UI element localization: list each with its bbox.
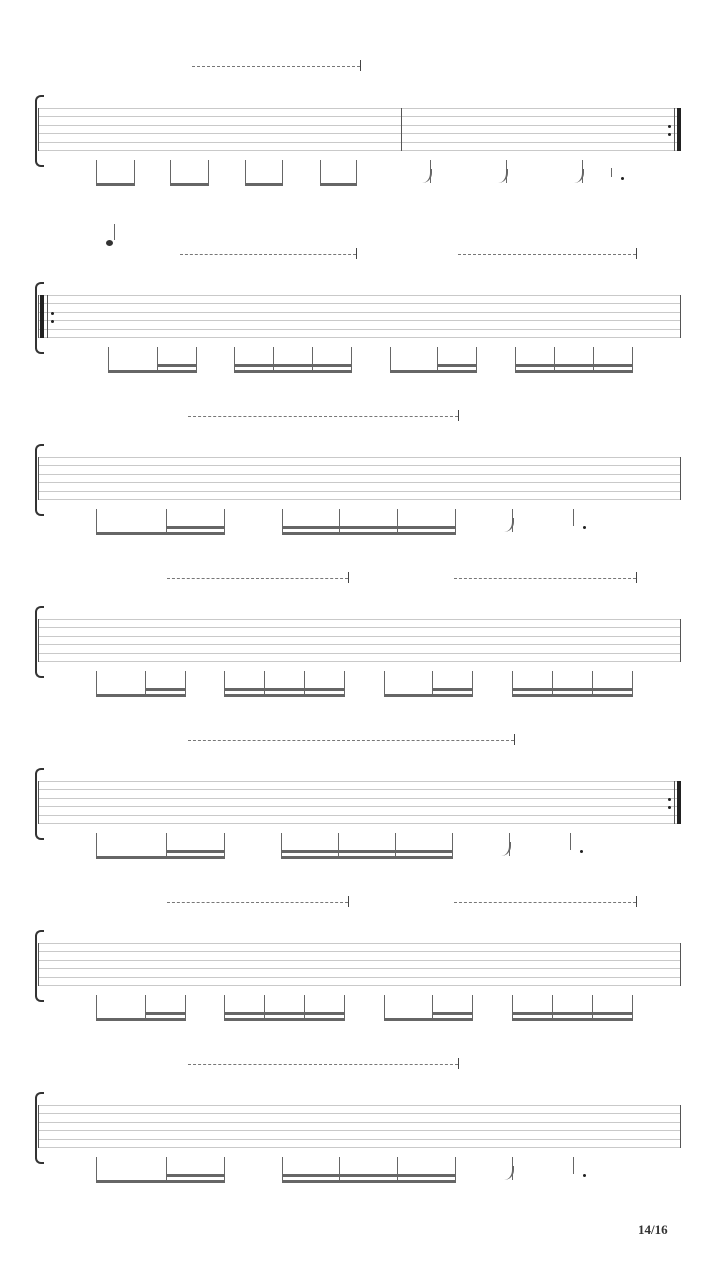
barline [680,457,681,500]
palm-mute-line [188,416,458,417]
beam [512,1018,633,1021]
staff-line [38,636,680,637]
note-stem [185,995,186,1020]
staff-line [38,619,680,620]
note-stem [455,1157,456,1182]
note-stem [196,347,197,372]
staff-line [38,823,680,824]
palm-mute-line [454,902,636,903]
note-stem [512,671,513,696]
note-stem [570,833,571,850]
beam [384,1018,473,1021]
staff-line [38,1122,680,1123]
staff-line [38,125,680,126]
staff-line [38,943,680,944]
palm-mute-end [636,248,637,259]
barline [680,943,681,986]
secondary-beam [224,688,345,691]
augmentation-dot [583,1174,586,1177]
note-stem [185,671,186,696]
beam [320,183,357,186]
note-stem [145,671,146,696]
beam [108,370,197,373]
repeat-dot [51,312,54,315]
palm-mute-line [180,254,356,255]
note-stem [170,160,171,185]
note-stem [432,995,433,1020]
staff-line [38,627,680,628]
secondary-beam [432,688,473,691]
staff-line [38,457,680,458]
note-stem [234,347,235,372]
barline [38,295,39,338]
augmentation-dot [583,526,586,529]
repeat-dot [668,806,671,809]
system-brace [35,768,44,840]
note-stem [264,671,265,696]
staff-line [38,1139,680,1140]
note-stem [145,995,146,1020]
beam [282,532,456,535]
note-stem [166,509,167,534]
note-stem [157,347,158,372]
note-stem [224,509,225,534]
secondary-beam [166,526,225,529]
palm-mute-line [454,578,636,579]
secondary-beam [166,850,225,853]
staff-line [38,320,680,321]
palm-mute-line [188,1064,458,1065]
secondary-beam [432,1012,473,1015]
note-stem [397,1157,398,1182]
beam [96,856,225,859]
note-stem [351,347,352,372]
beam [281,856,453,859]
repeat-dot [668,798,671,801]
note-stem [282,160,283,185]
beam [515,370,633,373]
note-stem [224,995,225,1020]
palm-mute-end [360,60,361,71]
augmentation-dot [580,850,583,853]
staff-line [38,142,680,143]
note-stem [96,671,97,696]
palm-mute-end [356,248,357,259]
staff-line [38,985,680,986]
system-brace [35,95,44,167]
note-stem [573,1157,574,1174]
beam [234,370,352,373]
note-stem [166,833,167,858]
staff-line [38,474,680,475]
note-stem [208,160,209,185]
note-stem [552,995,553,1020]
staff-line [38,150,680,151]
barline [38,457,39,500]
secondary-beam [512,688,633,691]
staff-line [38,303,680,304]
staff-line [38,781,680,782]
staff-line [38,960,680,961]
note-stem [395,833,396,858]
system-brace [35,444,44,516]
barline [401,108,402,151]
note-stem [515,347,516,372]
beam [96,694,186,697]
note-stem [632,347,633,372]
note-stem [245,160,246,185]
barline [38,781,39,824]
palm-mute-end [636,896,637,907]
note-stem [455,509,456,534]
staff-line [38,977,680,978]
note-stem [592,671,593,696]
note-stem [573,509,574,526]
barline [38,1105,39,1148]
palm-mute-end [348,572,349,583]
barline [38,943,39,986]
staff-line [38,815,680,816]
palm-mute-end [458,410,459,421]
staff-line [38,644,680,645]
secondary-beam [157,364,197,367]
note-stem [282,1157,283,1182]
note-stem [134,160,135,185]
staff-line [38,661,680,662]
note-stem [96,509,97,534]
repeat-dot [668,133,671,136]
palm-mute-line [167,578,348,579]
note-stem [476,347,477,372]
beam [245,183,283,186]
staff-line [38,951,680,952]
note-stem [552,671,553,696]
page-number: 14/16 [638,1222,668,1237]
note-stem [166,1157,167,1182]
note-stem [108,347,109,372]
system-brace [35,606,44,678]
repeat-dot [51,320,54,323]
repeat-thick-bar [40,295,44,338]
repeat-thick-bar [677,108,681,151]
secondary-beam [145,688,186,691]
note-stem [592,995,593,1020]
secondary-beam [224,1012,345,1015]
note-stem [96,160,97,185]
staff-line [38,491,680,492]
note-stem [632,995,633,1020]
note-stem [344,671,345,696]
beam [224,1018,345,1021]
secondary-beam [512,1012,633,1015]
staff-line [38,968,680,969]
note-stem [304,995,305,1020]
staff-line [38,798,680,799]
note-stem [472,995,473,1020]
note-stem [96,833,97,858]
note-stem [264,995,265,1020]
note-stem [512,995,513,1020]
palm-mute-line [188,740,514,741]
repeat-thin-bar [47,295,48,338]
repeat-thin-bar [674,108,675,151]
staff-line [38,789,680,790]
augmentation-dot [621,177,624,180]
tempo-stem [114,224,115,240]
secondary-beam [166,1174,225,1177]
note-stem [437,347,438,372]
note-stem [472,671,473,696]
beam [96,1180,225,1183]
palm-mute-end [348,896,349,907]
staff-line [38,337,680,338]
repeat-thin-bar [674,781,675,824]
note-stem [339,509,340,534]
note-stem [96,1157,97,1182]
staff-line [38,295,680,296]
palm-mute-end [514,734,515,745]
note-stem [554,347,555,372]
note-stem [344,995,345,1020]
staff-line [38,1113,680,1114]
staff-line [38,329,680,330]
repeat-thick-bar [677,781,681,824]
staff-line [38,133,680,134]
note-stem [339,1157,340,1182]
note-stem [356,160,357,185]
secondary-beam [515,364,633,367]
secondary-beam [282,526,456,529]
palm-mute-line [167,902,348,903]
note-stem [224,833,225,858]
beam [170,183,209,186]
note-stem [632,671,633,696]
staff-line [38,108,680,109]
note-stem [304,671,305,696]
staff-line [38,1130,680,1131]
beam [96,1018,186,1021]
staff-line [38,312,680,313]
note-stem [224,1157,225,1182]
barline [680,619,681,662]
note-stem [390,347,391,372]
note-stem [282,509,283,534]
beam [282,1180,456,1183]
secondary-beam [145,1012,186,1015]
secondary-beam [234,364,352,367]
note-stem [338,833,339,858]
note-stem [432,671,433,696]
note-stem [281,833,282,858]
note-stem [611,168,612,177]
beam [512,694,633,697]
repeat-dot [668,125,671,128]
tempo-notehead [106,240,113,246]
note-stem [384,671,385,696]
palm-mute-line [458,254,636,255]
barline [38,108,39,151]
note-stem [384,995,385,1020]
secondary-beam [437,364,477,367]
beam [390,370,477,373]
staff-line [38,499,680,500]
staff-line [38,482,680,483]
staff-line [38,1147,680,1148]
beam [224,694,345,697]
staff-line [38,653,680,654]
note-stem [273,347,274,372]
palm-mute-line [192,66,360,67]
barline [680,1105,681,1148]
secondary-beam [282,1174,456,1177]
beam [96,183,135,186]
barline [680,295,681,338]
system-brace [35,1092,44,1164]
note-stem [397,509,398,534]
system-brace [35,930,44,1002]
note-stem [96,995,97,1020]
beam [384,694,473,697]
note-stem [312,347,313,372]
staff-line [38,806,680,807]
secondary-beam [281,850,453,853]
palm-mute-end [458,1058,459,1069]
staff-line [38,1105,680,1106]
note-stem [224,671,225,696]
palm-mute-end [636,572,637,583]
staff-line [38,116,680,117]
beam [96,532,225,535]
note-stem [320,160,321,185]
note-stem [593,347,594,372]
barline [38,619,39,662]
staff-line [38,465,680,466]
note-stem [452,833,453,858]
